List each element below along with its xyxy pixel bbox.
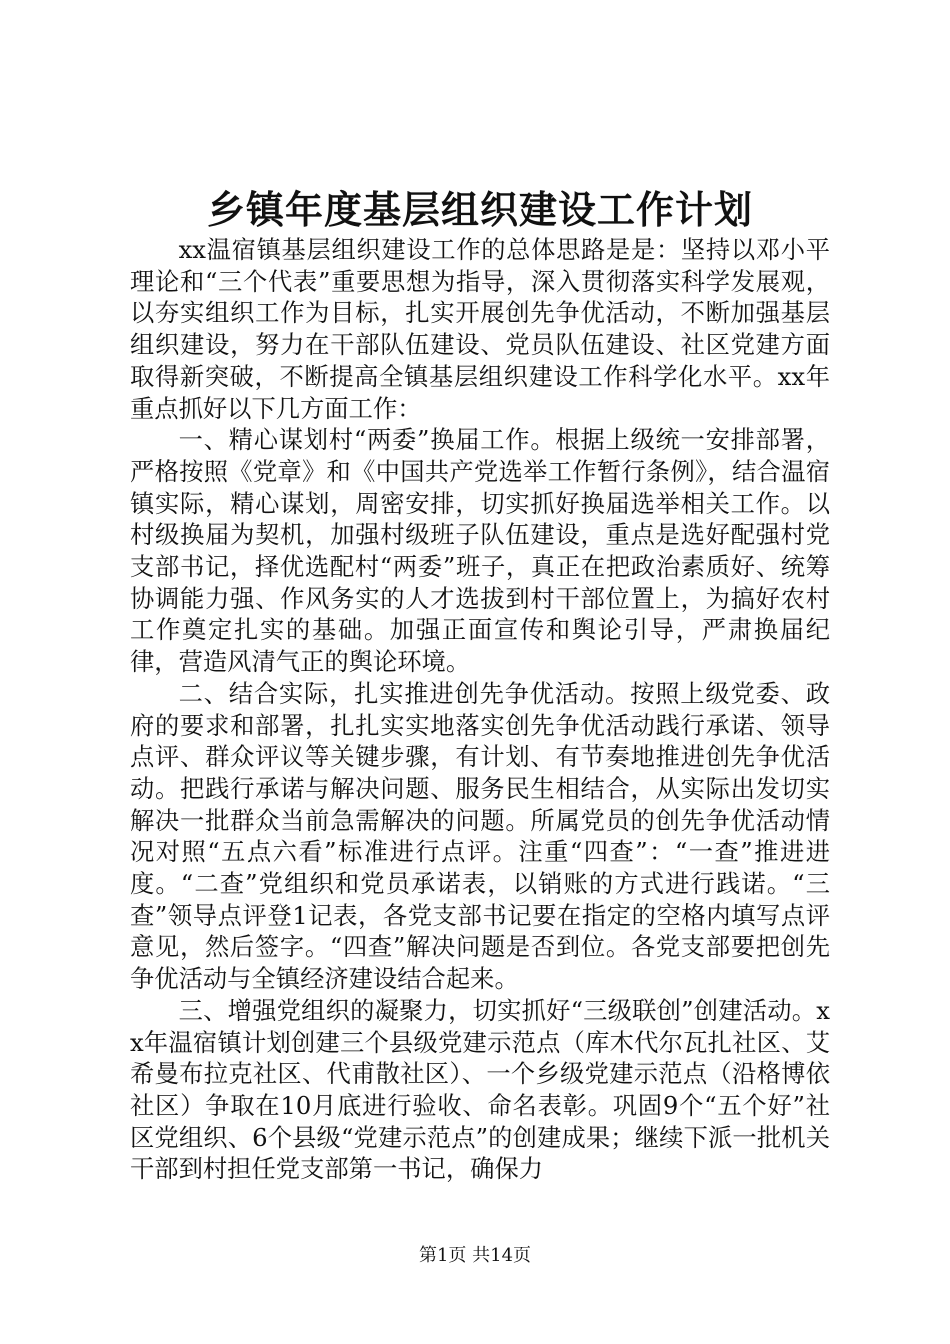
section-one-paragraph: 一、精心谋划村“两委”换届工作。根据上级统一安排部署，严格按照《党章》和《中国共产党选举工作暂行条例》，结合温宿镇实际，精心谋划，周密安排，切实抓好换届选举相关工作。以村级换届为契机，加强村级班子队伍建设，重点是选好配强村党支部书记，择优选配村“两委”班子，真正在把政治素质好、统筹协调能力强、作风务实的人才选拔到村干部位置上，为搞好农村工作奠定扎实的基础。加强正面宣传和舆论引导，严肃换届纪律，营造风清气正的舆论环境。 [130,425,830,677]
section-two-paragraph: 二、结合实际，扎实推进创先争优活动。按照上级党委、政府的要求和部署，扎扎实实地落实创先争优活动践行承诺、领导点评、群众评议等关键步骤，有计划、有节奏地推进创先争优活动。把践行承诺与解决问题、服务民生相结合，从实际出发切实解决一批群众当前急需解决的问题。所属党员的创先争优活动情况对照“五点六看”标准进行点评。注重“四查”：“一查”推进进度。“二查”党组织和党员承诺表，以销账的方式进行践诺。“三查”领导点评登1记表，各党支部书记要在指定的空格内填写点评意见，然后签字。“四查”解决问题是否到位。各党支部要把创先争优活动与全镇经济建设结合起来。 [130,678,830,994]
page-number-footer: 第1页 共14页 [418,1245,532,1266]
document-body [130,234,830,1185]
intro-paragraph: xx温宿镇基层组织建设工作的总体思路是是：坚持以邓小平理论和“三个代表”重要思想为指导，深入贯彻落实科学发展观，以夯实组织工作为目标，扎实开展创先争优活动，不断加强基层组织建设，努力在干部队伍建设、党员队伍建设、社区党建方面取得新突破，不断提高全镇基层组织建设工作科学化水平。xx年重点抓好以下几方面工作： [130,235,830,423]
section-three-paragraph: 三、增强党组织的凝聚力，切实抓好“三级联创”创建活动。xx年温宿镇计划创建三个县级党建示范点（库木代尔瓦扎社区、艾希曼布拉克社区、代甫散社区）、一个乡级党建示范点（沿格博依社区）争取在10月底进行验收、命名表彰。巩固9个“五个好”社区党组织、6个县级“党建示范点”的创建成果；继续下派一批机关干部到村担任党支部第一书记，确保力 [130,995,830,1184]
document-title: 乡镇年度基层组织建设工作计划 [206,187,753,232]
